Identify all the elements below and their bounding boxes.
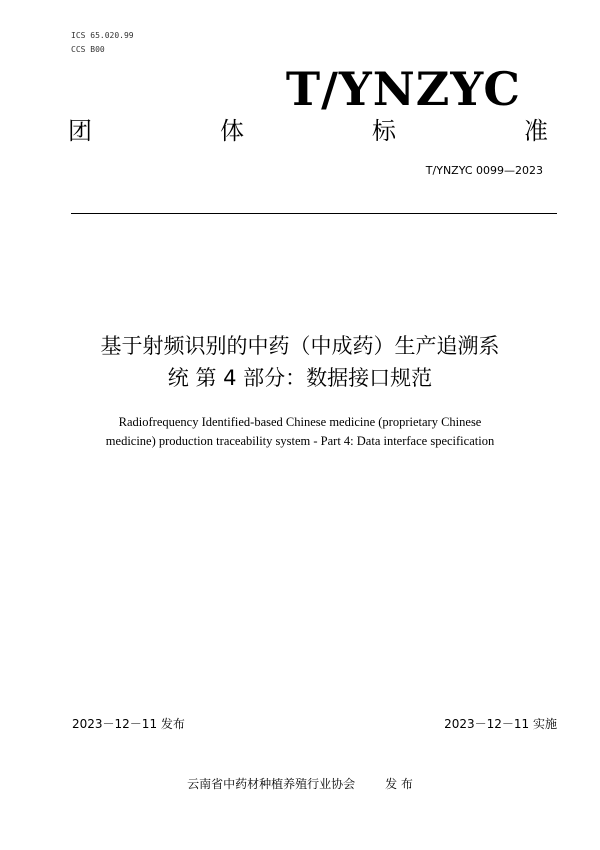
english-title-line: Radiofrequency Identified-based Chinese medicine (proprietary Chinese (118, 415, 482, 429)
standard-brand-mark: T/YNZYC (285, 62, 521, 116)
issue-date: 2023－12－11 发布 (72, 717, 185, 731)
document-type-heading (68, 116, 548, 146)
document-type-char: 团 (68, 117, 92, 145)
ics-code: ICS 65.020.99 (71, 31, 134, 40)
ccs-code: CCS B00 (71, 45, 105, 54)
document-type-char: 标 (372, 117, 396, 145)
english-title (65, 413, 535, 451)
implementation-date: 2023－12－11 实施 (444, 717, 557, 731)
document-type-char: 体 (220, 117, 244, 145)
issuing-organization (0, 776, 600, 792)
issuer-action: 发 布 (385, 777, 413, 791)
issuer-name: 云南省中药材种植养殖行业协会 (187, 777, 356, 791)
chinese-title (30, 330, 570, 394)
chinese-title-line: 基于射频识别的中药（中成药）生产追溯系 (100, 334, 500, 358)
document-type-char: 准 (524, 117, 548, 145)
header-divider (71, 213, 557, 214)
english-title-line: medicine) production traceability system - Part 4: Data interface specification (105, 434, 495, 448)
chinese-title-line: 统 第 4 部分：数据接口规范 (167, 366, 433, 390)
standard-number: T/YNZYC 0099—2023 (425, 164, 543, 177)
